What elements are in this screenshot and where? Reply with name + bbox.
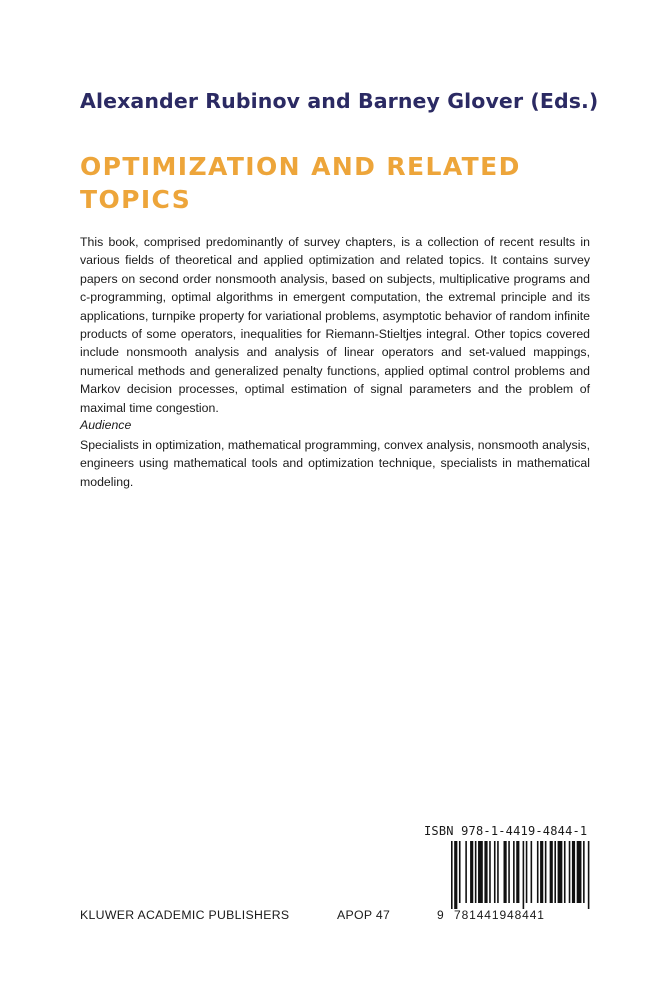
barcode-bar — [459, 841, 461, 903]
barcode-bar — [569, 841, 571, 903]
barcode-lead-digit: 9 — [437, 908, 444, 922]
book-description: This book, comprised predominantly of survey chapters, is a collection of recent results in various fields of theoretical and applied optimization and related topics. It contains survey papers on second order nonsmooth analysis, based on subjects, multiplicative programs and c-programming, optimal algorithms in emergent computation, the extremal principle and its applications, turnpike property for variational problems, asymptotic behavior of random infinite products of some operators, inequalities for Riemann-Stieltjes integral. Other topics covered include nonsmooth analysis and analysis of linear operators and set-valued mappings, numerical methods and generalized penalty functions, applied optimal control problems and Markov decision processes, optimal estimation of signal parameters and the problem of maximal time congestion. — [80, 235, 590, 415]
barcode-bar — [537, 841, 539, 903]
barcode-icon — [451, 841, 591, 909]
isbn-label: ISBN 978-1-4419-4844-1 — [424, 824, 588, 838]
series-code: APOP 47 — [337, 908, 391, 922]
book-title: OPTIMIZATION AND RELATED TOPICS — [80, 152, 521, 214]
audience-description: Specialists in optimization, mathematical programming, convex analysis, nonsmooth analysis, engineers using mathematical tools and optimization technique, specialists in mathematical modeling. — [80, 438, 590, 489]
barcode-bar — [497, 841, 499, 903]
publisher-name: KLUWER ACADEMIC PUBLISHERS — [80, 908, 290, 922]
barcode-bar — [564, 841, 566, 903]
barcode-bar — [516, 841, 519, 903]
barcode-bar — [478, 841, 483, 903]
barcode-bar — [531, 841, 533, 903]
barcode-bar — [504, 841, 507, 903]
barcode-bar — [489, 841, 491, 903]
barcode-bar — [475, 841, 477, 903]
barcode-bar — [454, 841, 457, 909]
barcode-bar — [451, 841, 453, 909]
barcode-bar — [508, 841, 510, 903]
barcode-bar — [526, 841, 528, 903]
barcode-bar — [523, 841, 525, 909]
barcode-bar — [588, 841, 590, 909]
barcode-bar — [572, 841, 575, 903]
barcode-bar — [540, 841, 543, 903]
barcode-bar — [465, 841, 467, 903]
barcode-digits: 781441948441 — [454, 908, 545, 922]
barcode-bar — [577, 841, 582, 903]
barcode-bar — [583, 841, 585, 903]
barcode-bar — [545, 841, 547, 903]
barcode-bar — [494, 841, 496, 903]
barcode-bar — [470, 841, 473, 903]
barcode-bar — [554, 841, 556, 903]
barcode-bar — [513, 841, 515, 903]
audience-heading: Audience — [80, 418, 132, 432]
barcode-bar — [550, 841, 553, 903]
barcode-bar — [484, 841, 487, 903]
barcode-bar — [558, 841, 563, 903]
editors-line: Alexander Rubinov and Barney Glover (Eds.) — [80, 89, 599, 113]
